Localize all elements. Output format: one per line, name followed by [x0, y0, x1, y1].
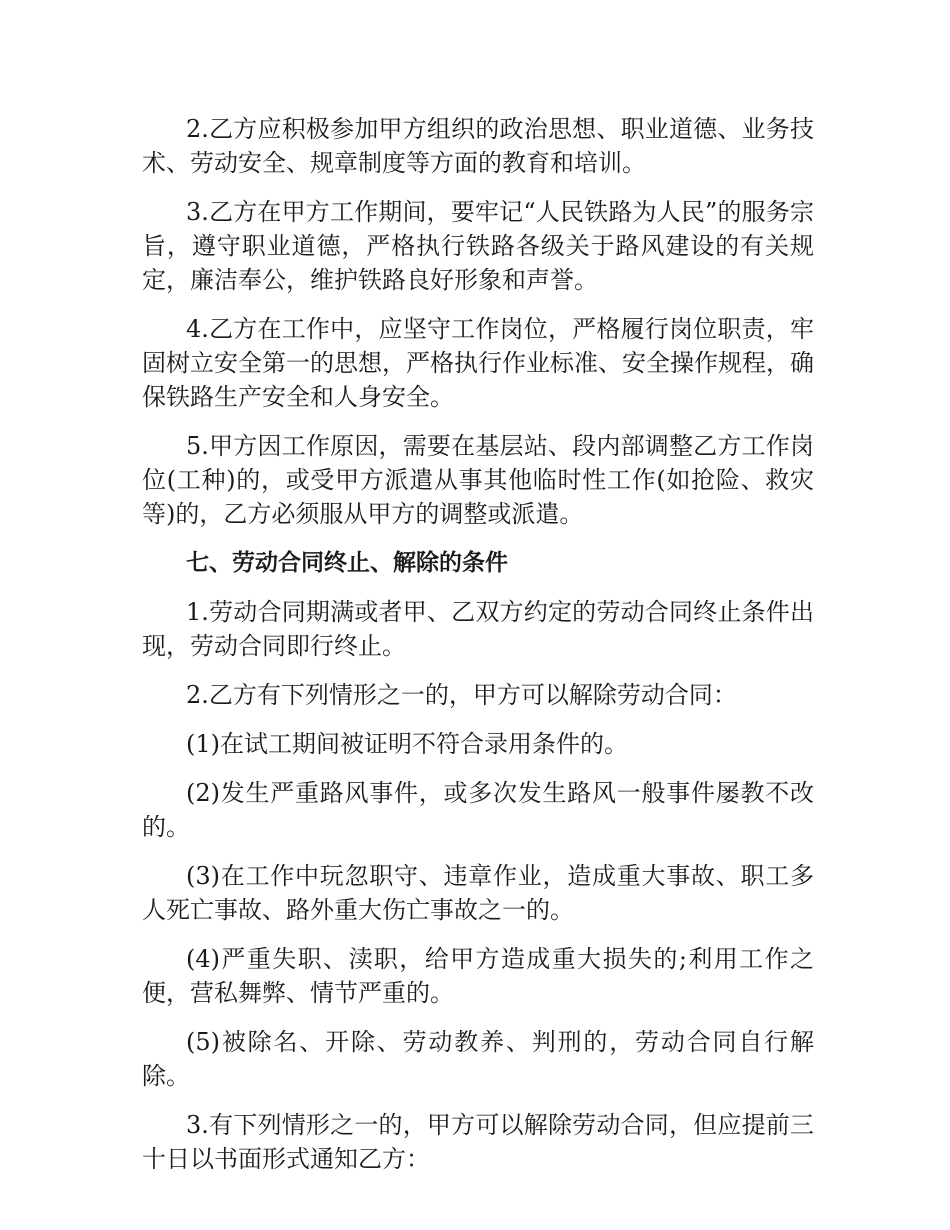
clause-paragraph: 4.乙方在工作中，应坚守工作岗位，严格履行岗位职责，牢固树立安全第一的思想，严格执行作业标准、安全操作规程，确保铁路生产安全和人身安全。: [142, 315, 814, 411]
sub-clause-paragraph: (2)发生严重路风事件，或多次发生路风一般事件屡教不改的。: [142, 779, 814, 841]
sub-clause-paragraph: (3)在工作中玩忽职守、违章作业，造成重大事故、职工多人死亡事故、路外重大伤亡事故之一的。: [142, 862, 814, 924]
sub-clause-paragraph: (4)严重失职、渎职，给甲方造成重大损失的;利用工作之便，营私舞弊、情节严重的。: [142, 945, 814, 1007]
clause-paragraph: 3.乙方在甲方工作期间，要牢记“人民铁路为人民”的服务宗旨，遵守职业道德，严格执行铁路各级关于路风建设的有关规定，廉洁奉公，维护铁路良好形象和声誉。: [142, 198, 814, 294]
clause-paragraph: 2.乙方应积极参加甲方组织的政治思想、职业道德、业务技术、劳动安全、规章制度等方面的教育和培训。: [142, 115, 814, 177]
clause-paragraph: 1.劳动合同期满或者甲、乙双方约定的劳动合同终止条件出现，劳动合同即行终止。: [142, 598, 814, 660]
clause-paragraph: 2.乙方有下列情形之一的，甲方可以解除劳动合同：: [186, 681, 737, 709]
clause-paragraph: 3.有下列情形之一的，甲方可以解除劳动合同，但应提前三十日以书面形式通知乙方：: [142, 1111, 814, 1173]
document-page: [142, 112, 814, 1191]
sub-clause-paragraph: (1)在试工期间被证明不符合录用条件的。: [186, 730, 628, 758]
clause-paragraph: 5.甲方因工作原因，需要在基层站、段内部调整乙方工作岗位(工种)的，或受甲方派遣从事其他临时性工作(如抢险、救灾等)的，乙方必须服从甲方的调整或派遣。: [142, 432, 814, 528]
sub-clause-paragraph: (5)被除名、开除、劳动教养、判刑的，劳动合同自行解除。: [142, 1028, 814, 1090]
section-heading: 七、劳动合同终止、解除的条件: [186, 550, 508, 576]
